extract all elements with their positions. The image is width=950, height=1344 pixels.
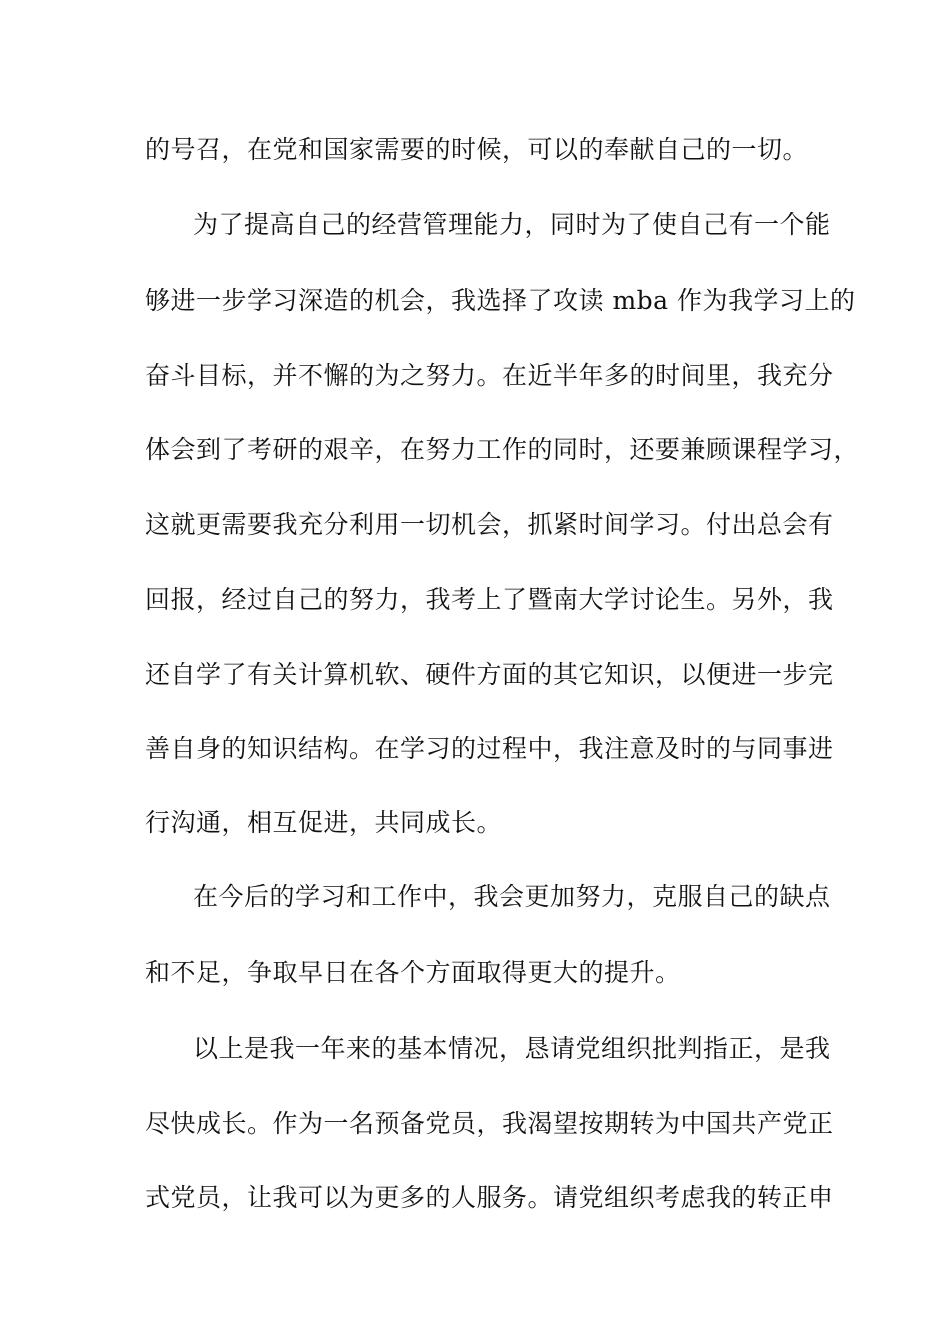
paragraph-first-line: 在今后的学习和工作中，我会更加努力，克服自己的缺点 [193,882,831,911]
text-line: 善自身的知识结构。在学习的过程中，我注意及时的与同事进 [145,734,834,763]
text-line: 行沟通，相互促进，共同成长。 [145,808,503,837]
text-line: 和不足，争取早日在各个方面取得更大的提升。 [145,958,681,987]
paragraph-first-line: 以上是我一年来的基本情况，恳请党组织批判指正，是我 [193,1034,831,1063]
text-line: 还自学了有关计算机软、硬件方面的其它知识，以便进一步完 [145,660,834,689]
text-line: 回报，经过自己的努力，我考上了暨南大学讨论生。另外，我 [145,585,834,614]
text-line: 这就更需要我充分利用一切机会，抓紧时间学习。付出总会有 [145,510,834,539]
text-line: 体会到了考研的艰辛，在努力工作的同时，还要兼顾课程学习， [145,435,860,464]
text-line: 的号召，在党和国家需要的时候，可以的奉献自己的一切。 [145,135,809,164]
text-line: 够进一步学习深造的机会，我选择了攻读 mba 作为我学习上的 [145,286,856,315]
text-line: 尽快成长。作为一名预备党员，我渴望按期转为中国共产党正 [145,1109,834,1138]
text-line: 奋斗目标，并不懈的为之努力。在近半年多的时间里，我充分 [145,361,834,390]
text-line: 式党员，让我可以为更多的人服务。请党组织考虑我的转正申 [145,1183,834,1212]
paragraph-first-line: 为了提高自己的经营管理能力，同时为了使自己有一个能 [193,210,831,239]
